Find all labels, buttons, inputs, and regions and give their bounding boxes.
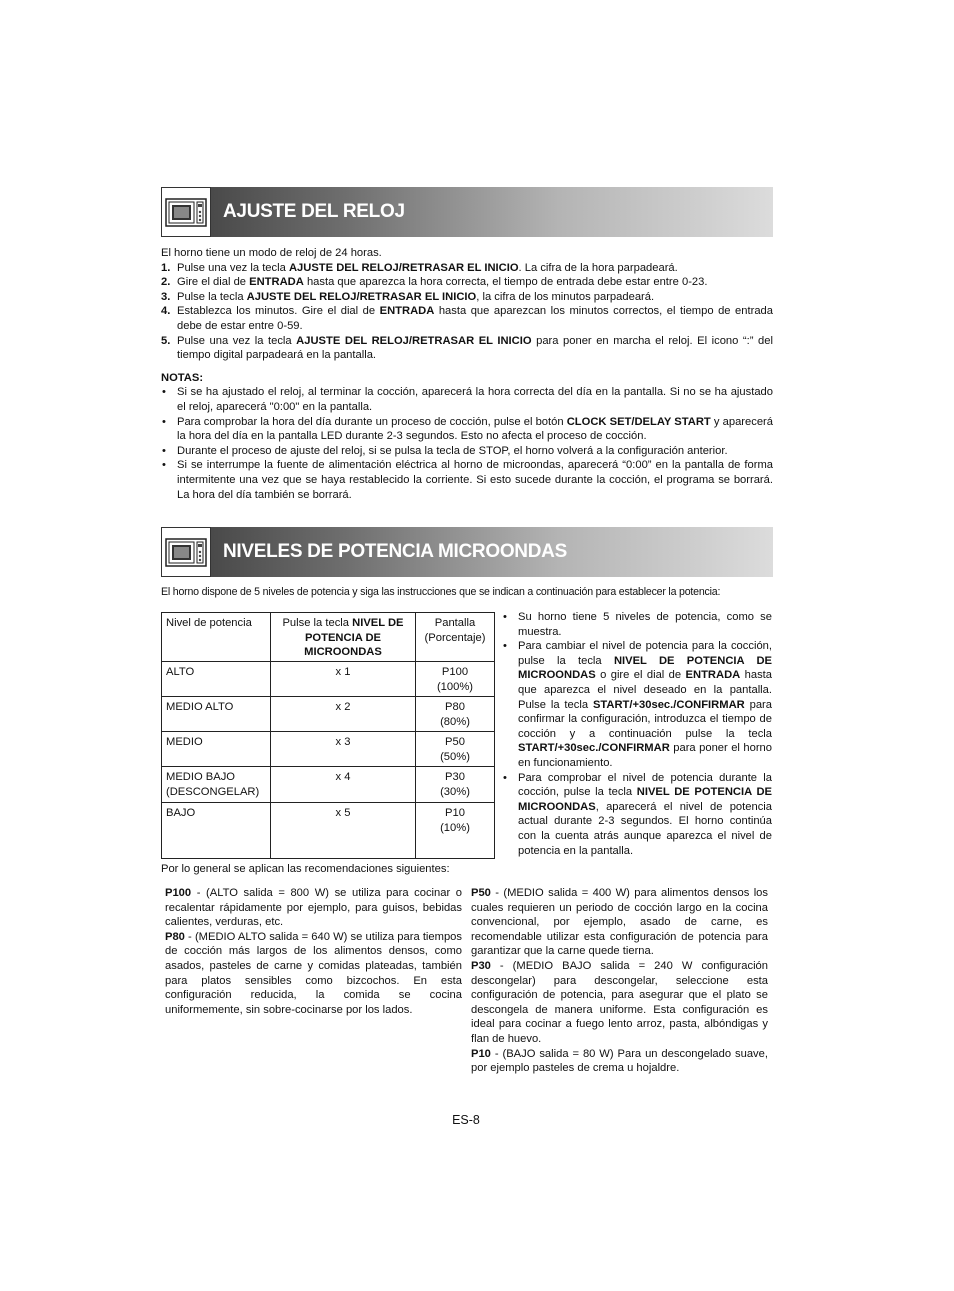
table-cell: P30 (30%) [416, 767, 495, 803]
recommendations-left [165, 886, 462, 1017]
clock-body [161, 246, 773, 502]
recommendation-p80: P80 - (MEDIO ALTO salida = 640 W) se utiliza para tiempos de cocción más largos de los alimentos densos, como asados, pasteles de carne y comidas plateadas, también para platos sensibles como bizcochos. En esta configuración reducida, la comida se cocina uniformemente, sin sobre-cocinarse por los lados. [165, 930, 462, 1016]
table-cell: MEDIO [162, 732, 271, 767]
notes-title: NOTAS: [161, 371, 204, 384]
recommendation-p50: P50 - (MEDIO salida = 400 W) para alimentos densos los cuales requieren un periodo de cocción largo en la cocina convencional, por ejemplo, asado de carne, es recomendable utilizar esta configuración de potencia para garantizar que la carne quede tierna. [471, 887, 768, 958]
microwave-icon [161, 187, 211, 237]
table-cell: ALTO [162, 662, 271, 697]
table-cell: MEDIO ALTO [162, 697, 271, 732]
recommendation-p30: P30 - (MEDIO BAJO salida = 240 W configuración descongelar) para descongelar, seleccione esta configuración de potencia, para asegurar que el plato se descongela de manera uniforme. Esta configuración es ideal para cocinar a fuego lento arroz, pasta, albóndigas y flan de huevo. [471, 959, 768, 1045]
list-item: • Su horno tiene 5 niveles de potencia, como se muestra. [502, 610, 772, 639]
table-cell: BAJO [162, 803, 271, 859]
section-title: NIVELES DE POTENCIA MICROONDAS [223, 541, 567, 562]
table-cell: x 1 [271, 662, 416, 697]
list-item: • Para cambiar el nivel de potencia para la cocción, pulse la tecla NIVEL DE POTENCIA DE MICROONDAS o gire el dial de ENTRADA hasta que aparezca el nivel deseado en la pantalla. Pulse la tecla START/+30sec./CONFIRMAR para confirmar la configuración, introduzca el tiempo de cocción y a continuación pulse la tecla START/+30sec./CONFIRMAR para poner el horno en funcionamiento. [502, 639, 772, 770]
recommendation-p100: P100 - (ALTO salida = 800 W) se utiliza para cocinar o recalentar rápidamente por ejemplo, para guisos, bebidas calientes, verduras, etc. [165, 887, 462, 929]
power-table [161, 612, 495, 859]
section-header-clock [161, 187, 773, 237]
section-title: AJUSTE DEL RELOJ [223, 201, 405, 222]
section-header-power [161, 527, 773, 577]
table-row [162, 803, 495, 859]
table-row [162, 662, 495, 697]
page-number: ES-8 [452, 1113, 480, 1127]
table-cell: P100 (100%) [416, 662, 495, 697]
table-header-row [162, 613, 495, 662]
table-row [162, 697, 495, 732]
table-row [162, 767, 495, 803]
microwave-icon [161, 527, 211, 577]
clock-intro: El horno tiene un modo de reloj de 24 horas. [161, 247, 382, 259]
list-item: 2. Gire el dial de ENTRADA hasta que aparezca la hora correcta, el tiempo de entrada debe estar entre 0-23. [161, 276, 708, 289]
list-item: • Durante el proceso de ajuste del reloj, si se pulsa la tecla de STOP, el horno volverá a la configuración anterior. [161, 444, 773, 459]
table-cell: P80 (80%) [416, 697, 495, 732]
table-cell: x 4 [271, 767, 416, 803]
recommendations-intro: Por lo general se aplican las recomendaciones siguientes: [161, 863, 450, 875]
table-header-cell: Nivel de potencia [162, 613, 271, 662]
table-cell: MEDIO BAJO (DESCONGELAR) [162, 767, 271, 803]
table-header-cell: Pulse la tecla NIVEL DE POTENCIA DE MICROONDAS [271, 613, 416, 662]
list-item: • Para comprobar el nivel de potencia durante la cocción, pulse la tecla NIVEL DE POTENCIA DE MICROONDAS, aparecerá el nivel de potencia actual durante 2-3 segundos. El horno continúa con la cuenta atrás aunque aparezca el nivel de potencia en la pantalla. [502, 771, 772, 859]
list-item: 5. Pulse una vez la tecla AJUSTE DEL RELOJ/RETRASAR EL INICIO para poner en marcha el reloj. El icono “:” del tiempo digital parpadeará en la pantalla. [161, 334, 773, 362]
table-cell: x 5 [271, 803, 416, 859]
list-item: 3. Pulse la tecla AJUSTE DEL RELOJ/RETRASAR EL INICIO, la cifra de los minutos parpadeará. [161, 290, 655, 303]
table-row [162, 732, 495, 767]
table-cell: x 3 [271, 732, 416, 767]
power-intro: El horno dispone de 5 niveles de potencia y siga las instrucciones que se indican a continuación para establecer la potencia: [161, 586, 721, 598]
table-cell: x 2 [271, 697, 416, 732]
list-item: • Si se ha ajustado el reloj, al terminar la cocción, aparecerá la hora correcta del día en la pantalla. Si no se ha ajustado el reloj, aparecerá "0:00" en la pantalla. [161, 385, 773, 414]
table-cell: P10 (10%) [416, 803, 495, 859]
power-bullets [502, 610, 772, 858]
list-item: • Para comprobar la hora del día durante un proceso de cocción, pulse el botón CLOCK SET/DELAY START y aparecerá la hora del día en la pantalla LED durante 2-3 segundos. Esto no afecta el proceso de cocción. [161, 415, 773, 444]
list-item: • Si se interrumpe la fuente de alimentación eléctrica al horno de microondas, aparecerá “0:00” en la pantalla de forma intermitente una vez que se haya restablecido la corriente. Si esto sucede durante la cocción, el programa se borrará. La hora del día también se borrará. [161, 458, 773, 502]
table-header-cell: Pantalla (Porcentaje) [416, 613, 495, 662]
recommendations-right [471, 886, 768, 1076]
table-cell: P50 (50%) [416, 732, 495, 767]
clock-steps [161, 261, 773, 363]
clock-notes [161, 385, 773, 502]
list-item: 1. Pulse una vez la tecla AJUSTE DEL RELOJ/RETRASAR EL INICIO. La cifra de la hora parpadeará. [161, 261, 678, 274]
recommendation-p10: P10 - (BAJO salida = 80 W) Para un descongelado suave, por ejemplo pasteles de crema u hojaldre. [471, 1047, 768, 1075]
list-item: 4. Establezca los minutos. Gire el dial de ENTRADA hasta que aparezcan los minutos correctos, el tiempo de entrada debe de estar entre 0-59. [161, 305, 773, 332]
